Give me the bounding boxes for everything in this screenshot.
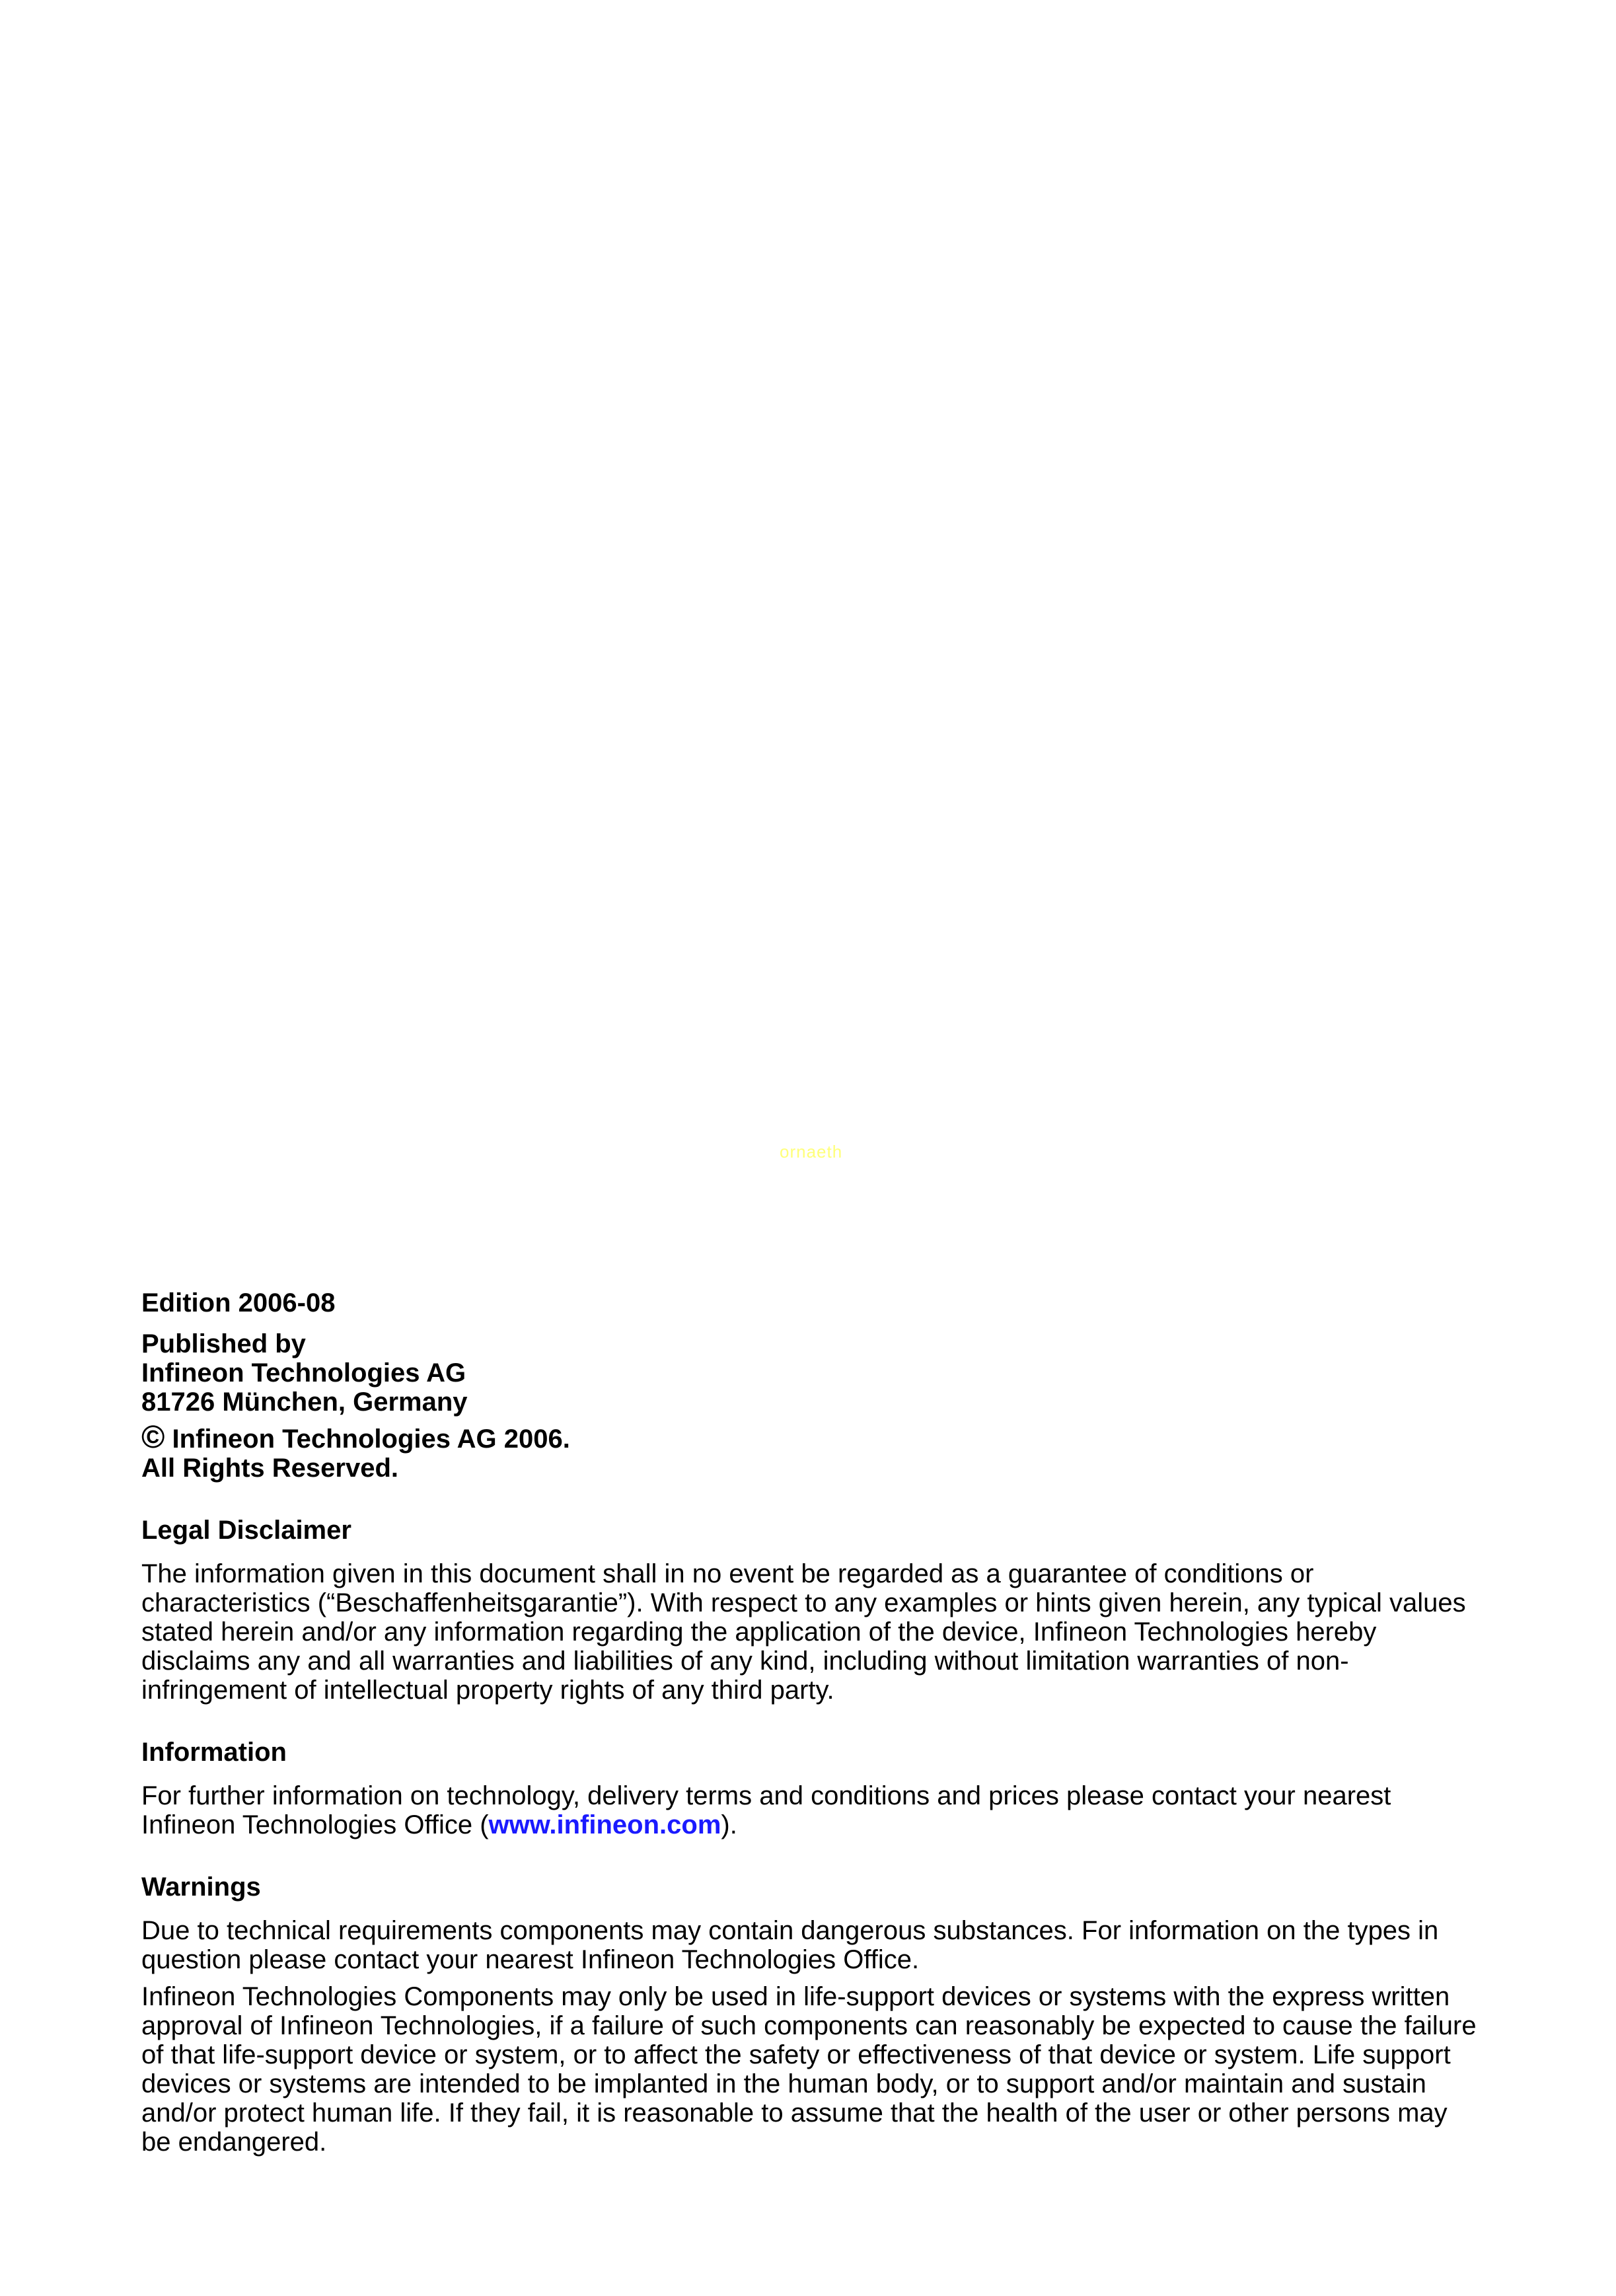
information-line: For further information on technology, delivery terms and conditions and prices please contact your nearest: [141, 1781, 1391, 1810]
warning-line: approval of Infineon Technologies, if a failure of such components can reasonably be expected to cause the failure: [141, 2011, 1477, 2040]
warning-line: be endangered.: [141, 2128, 327, 2157]
legal-line: stated herein and/or any information regarding the application of the device, Infineon Technologies hereby: [141, 1617, 1377, 1647]
published-by-label: Published by: [141, 1329, 306, 1358]
warning-line: and/or protect human life. If they fail, it is reasonable to assume that the health of the user or other persons may: [141, 2098, 1448, 2128]
edition-line: Edition 2006-08: [141, 1288, 336, 1317]
copyright-block: [141, 1420, 1489, 1483]
all-rights-reserved: All Rights Reserved.: [141, 1454, 399, 1483]
legal-disclaimer-section: [141, 1516, 1489, 1705]
publisher-address: 81726 München, Germany: [141, 1388, 468, 1417]
watermark-text: ornaeth: [780, 1142, 843, 1162]
legal-line: disclaims any and all warranties and liabilities of any kind, including without limitation warranties of non-: [141, 1647, 1349, 1676]
legal-line: infringement of intellectual property rights of any third party.: [141, 1676, 834, 1705]
legal-disclaimer-title: Legal Disclaimer: [141, 1516, 351, 1545]
warnings-title: Warnings: [141, 1872, 261, 1902]
publisher-block: [141, 1329, 1489, 1417]
warning-paragraph-1: [141, 1916, 1489, 1974]
information-section: [141, 1738, 1489, 1839]
information-prefix: Infineon Technologies Office (: [141, 1810, 489, 1839]
information-line-with-link: [141, 1810, 1489, 1839]
warning-line: of that life-support device or system, or to affect the safety or effectiveness of that device or system. Life support: [141, 2040, 1451, 2069]
legal-line: The information given in this document shall in no event be regarded as a guarantee of conditions or: [141, 1559, 1314, 1588]
infineon-website-link[interactable]: www.infineon.com: [488, 1810, 721, 1839]
information-title: Information: [141, 1738, 287, 1767]
copyright-icon: ©: [141, 1420, 165, 1455]
warning-line: question please contact your nearest Infineon Technologies Office.: [141, 1945, 920, 1974]
information-suffix: ).: [721, 1810, 737, 1839]
warning-paragraph-2: [141, 1982, 1489, 2157]
warnings-section: [141, 1872, 1489, 2157]
publisher-company: Infineon Technologies AG: [141, 1358, 466, 1388]
copyright-line: [141, 1420, 1489, 1455]
warning-line: Due to technical requirements components may contain dangerous substances. For information on the types in: [141, 1916, 1439, 1945]
warning-line: Infineon Technologies Components may only be used in life-support devices or systems with the express written: [141, 1982, 1450, 2011]
copyright-text: Infineon Technologies AG 2006.: [172, 1425, 570, 1454]
warning-line: devices or systems are intended to be implanted in the human body, or to support and/or maintain and sustain: [141, 2069, 1426, 2098]
imprint-section: [141, 1288, 1489, 2190]
legal-line: characteristics (“Beschaffenheitsgarantie”). With respect to any examples or hints given herein, any typical values: [141, 1588, 1466, 1617]
